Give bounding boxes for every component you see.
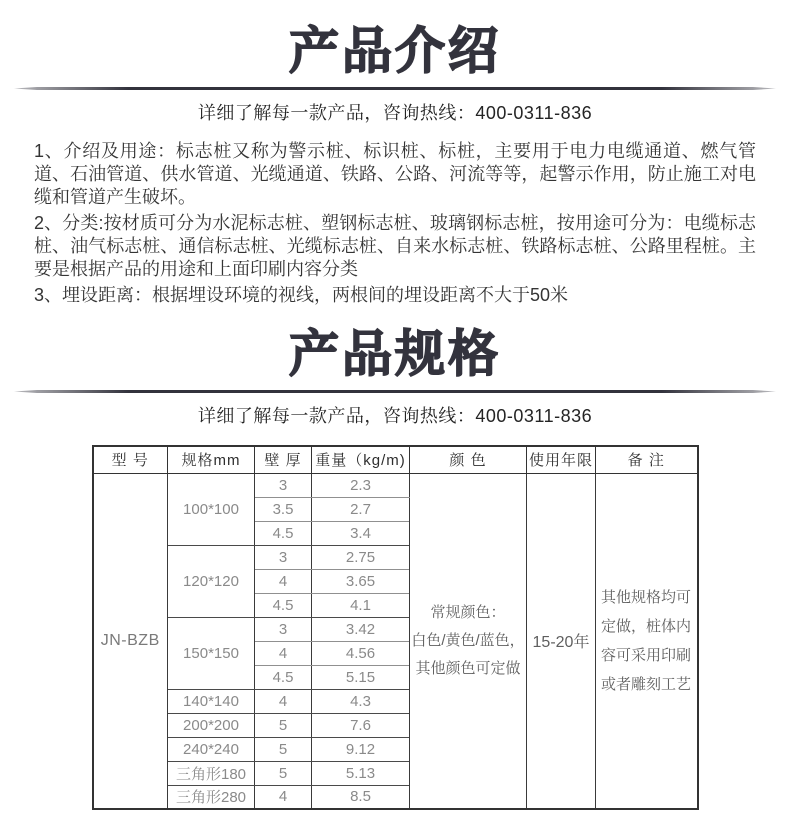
spec-cell: 三角形180 [168,761,255,785]
col-header-model: 型 号 [93,446,168,473]
weight-cell: 3.42 [312,617,410,641]
weight-cell: 4.3 [312,689,410,713]
spec-table [92,445,699,810]
spec-cell: 三角形280 [168,785,255,809]
col-header-weight: 重量（kg/m) [312,446,410,473]
thickness-cell: 5 [255,737,312,761]
spec-cell: 240*240 [168,737,255,761]
specs-title: 产品规格 [289,326,501,382]
color-note-line: 常规颜色： [430,603,506,621]
color-cell [410,473,527,809]
weight-cell: 5.13 [312,761,410,785]
thickness-cell: 4.5 [255,665,312,689]
weight-cell: 3.65 [312,569,410,593]
weight-cell: 3.4 [312,521,410,545]
col-header-spec: 规格mm [168,446,255,473]
intro-section-header [0,0,790,125]
lifespan-cell: 15-20年 [527,473,596,809]
thickness-cell: 5 [255,761,312,785]
thickness-cell: 3 [255,473,312,497]
remark-cell: 其他规格均可定做，桩体内容可采用印刷或者雕刻工艺 [596,473,698,809]
weight-cell: 8.5 [312,785,410,809]
thickness-cell: 4.5 [255,521,312,545]
thickness-cell: 3.5 [255,497,312,521]
spec-cell: 120*120 [168,545,255,617]
col-header-lifespan: 使用年限 [527,446,596,473]
specs-section-header [0,310,790,428]
col-header-thickness: 壁 厚 [255,446,312,473]
col-header-remark: 备 注 [596,446,698,473]
thickness-cell: 4 [255,689,312,713]
color-note-line: 白色/黄色/蓝色， [411,631,525,649]
spec-cell: 200*200 [168,713,255,737]
intro-subtitle: 详细了解每一款产品，咨询热线：400-0311-836 [197,103,593,123]
thickness-cell: 3 [255,617,312,641]
weight-cell: 2.75 [312,545,410,569]
intro-paragraph-usage: 1、介绍及用途：标志桩又称为警示桩、标识桩、标桩，主要用于电力电缆通道、燃气管道、石油管道、供水管道、光缆通道、铁路、公路、河流等等，起警示作用，防止施工对电缆和管道产生破坏。 [34,141,756,207]
thickness-cell: 5 [255,713,312,737]
intro-title: 产品介绍 [289,23,501,79]
model-cell: JN-BZB [93,473,168,809]
table-row [93,473,698,497]
weight-cell: 4.56 [312,641,410,665]
intro-divider-line [14,87,776,90]
specs-divider-line [14,390,776,393]
col-header-color: 颜 色 [410,446,527,473]
weight-cell: 2.3 [312,473,410,497]
color-note-line: 其他颜色可定做 [415,659,521,677]
table-header-row [93,446,698,473]
thickness-cell: 4.5 [255,593,312,617]
specs-subtitle: 详细了解每一款产品，咨询热线：400-0311-836 [197,406,593,426]
weight-cell: 7.6 [312,713,410,737]
intro-paragraph-classification: 2、分类:按材质可分为水泥标志桩、塑钢标志桩、玻璃钢标志桩，按用途可分为：电缆标志桩、油气标志桩、通信标志桩、光缆标志桩、自来水标志桩、铁路标志桩、公路里程桩。主要是根据产品的用途和上面印刷内容分类 [34,213,756,279]
thickness-cell: 4 [255,641,312,665]
spec-cell: 100*100 [168,473,255,545]
thickness-cell: 4 [255,785,312,809]
intro-paragraph-spacing: 3、埋设距离：根据埋设环境的视线，两根间的埋设距离不大于50米 [34,285,569,305]
weight-cell: 5.15 [312,665,410,689]
weight-cell: 9.12 [312,737,410,761]
spec-cell: 140*140 [168,689,255,713]
weight-cell: 2.7 [312,497,410,521]
intro-paragraphs [34,140,756,307]
spec-cell: 150*150 [168,617,255,689]
weight-cell: 4.1 [312,593,410,617]
thickness-cell: 3 [255,545,312,569]
thickness-cell: 4 [255,569,312,593]
spec-table-body [93,473,698,809]
